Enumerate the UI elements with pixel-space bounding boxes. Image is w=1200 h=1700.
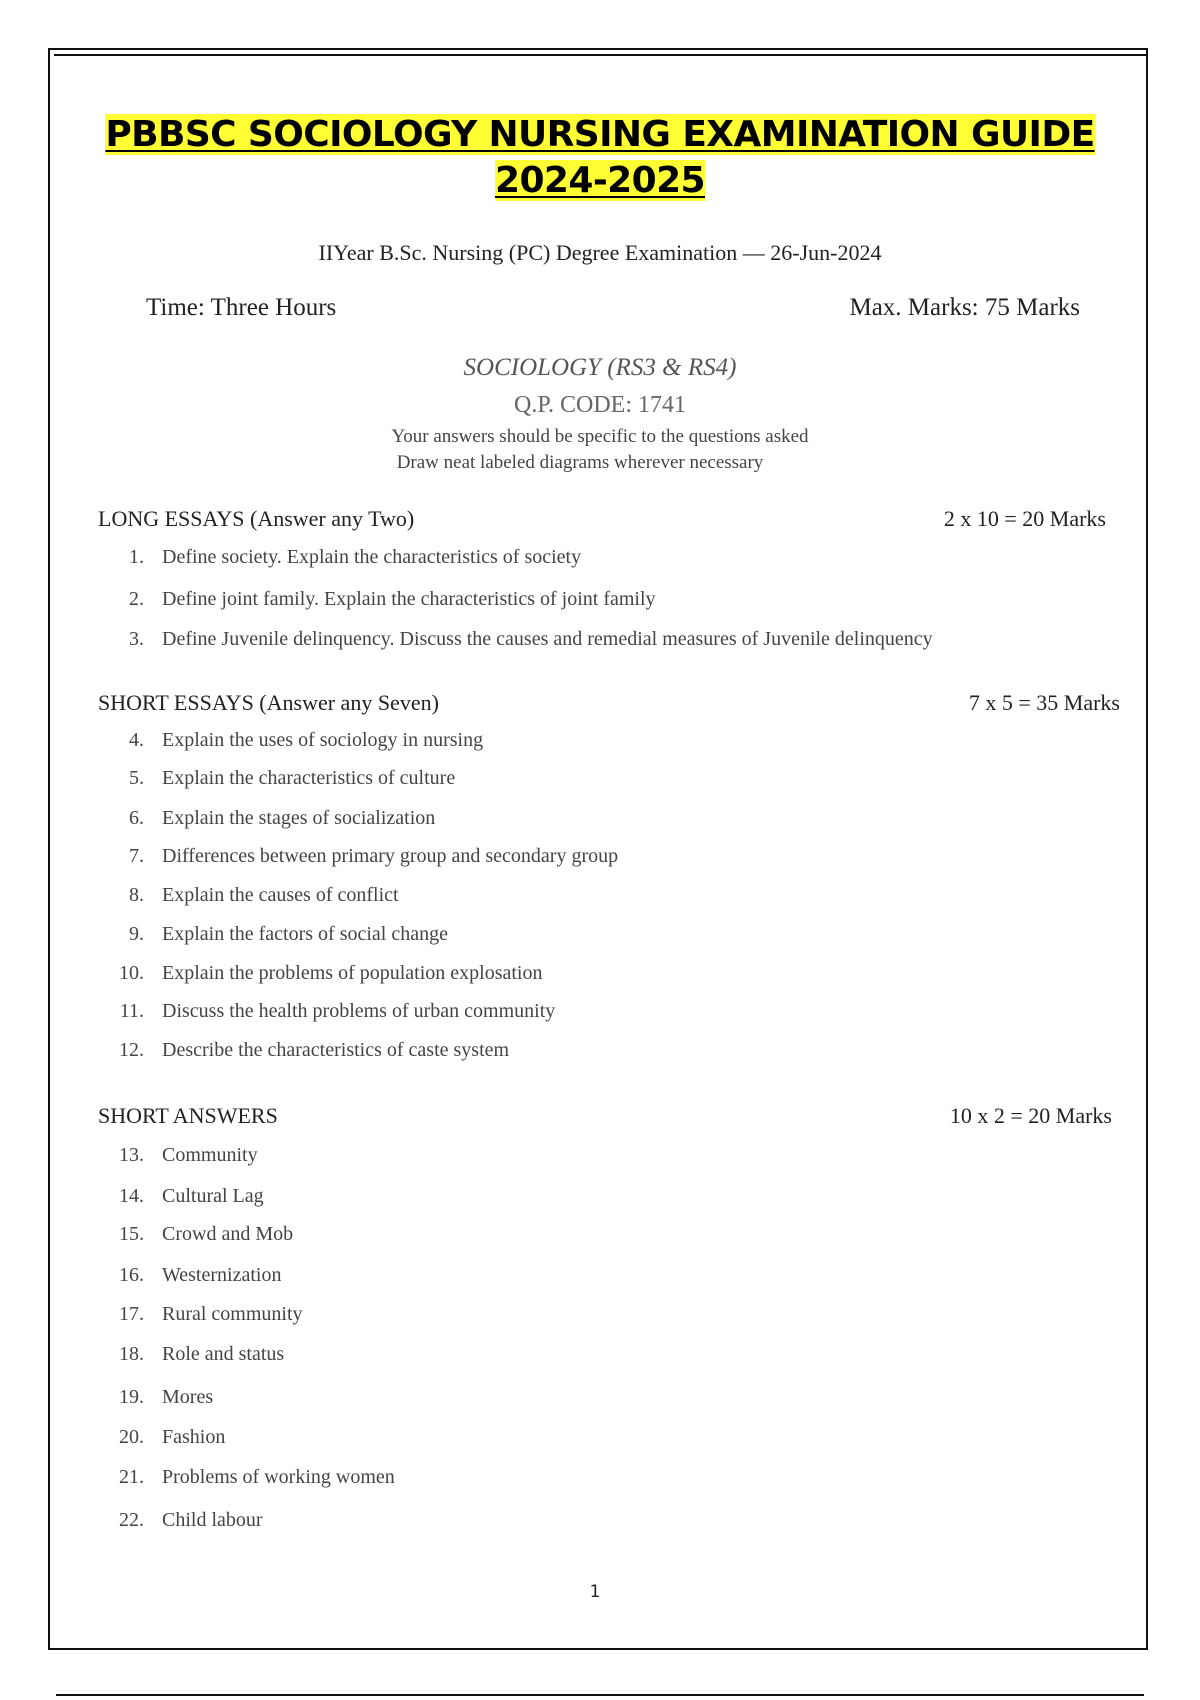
question-text: Rural community (162, 1303, 303, 1325)
question-item (98, 1509, 263, 1532)
exam-line: IIYear B.Sc. Nursing (PC) Degree Examination — 26-Jun-2024 (318, 240, 882, 265)
question-text: Explain the stages of socialization (162, 807, 436, 829)
subject-line: SOCIOLOGY (RS3 & RS4) (463, 354, 737, 381)
question-item (98, 588, 656, 611)
document-title (60, 112, 1140, 204)
question-text: Explain the uses of sociology in nursing (162, 729, 484, 751)
question-text: Crowd and Mob (162, 1223, 294, 1245)
instruction-line: Draw neat labeled diagrams wherever necessary (396, 452, 764, 473)
question-number: 21. (119, 1466, 144, 1488)
question-item (98, 1039, 509, 1062)
question-number: 20. (119, 1426, 144, 1448)
question-item (98, 546, 581, 569)
question-number: 5. (129, 767, 144, 789)
max-marks-line: Max. Marks: 75 Marks (849, 294, 1080, 321)
question-text: Define joint family. Explain the characteristics of joint family (162, 588, 656, 610)
question-number: 4. (129, 729, 144, 751)
question-item (98, 1386, 213, 1409)
question-item (98, 1000, 555, 1023)
section-marks-long-essays: 2 x 10 = 20 Marks (943, 506, 1106, 531)
question-number: 19. (119, 1386, 144, 1408)
question-text: Define Juvenile delinquency. Discuss the causes and remedial measures of Juvenile delinquency (162, 628, 933, 650)
question-item (98, 1264, 281, 1287)
question-text: Explain the characteristics of culture (162, 767, 456, 789)
section-header-short-answers: SHORT ANSWERS (98, 1103, 278, 1128)
title-line-1: PBBSC SOCIOLOGY NURSING EXAMINATION GUIDE (105, 114, 1095, 155)
question-item (98, 1343, 284, 1366)
question-text: Discuss the health problems of urban community (162, 1000, 556, 1022)
question-text: Explain the problems of population explosation (162, 962, 543, 984)
question-number: 8. (129, 884, 144, 906)
question-number: 6. (129, 807, 144, 829)
question-text: Differences between primary group and secondary group (162, 845, 619, 867)
bottom-rule (56, 1694, 1144, 1696)
section-marks-short-answers: 10 x 2 = 20 Marks (949, 1103, 1112, 1128)
question-number: 17. (119, 1303, 144, 1325)
question-text: Explain the factors of social change (162, 923, 448, 945)
question-item (98, 1303, 303, 1326)
question-number: 3. (129, 628, 144, 650)
question-number: 14. (119, 1185, 144, 1207)
question-item (98, 845, 618, 868)
question-item (98, 1426, 225, 1449)
question-item (98, 729, 483, 752)
page-number: 1 (589, 1582, 601, 1602)
question-item (98, 884, 399, 907)
question-number: 9. (129, 923, 144, 945)
qp-code-line: Q.P. CODE: 1741 (513, 392, 687, 418)
question-item (98, 923, 448, 946)
question-item (98, 962, 543, 985)
question-number: 10. (119, 962, 144, 984)
question-text: Role and status (162, 1343, 285, 1365)
question-text: Child labour (162, 1509, 263, 1531)
question-number: 13. (119, 1144, 144, 1166)
question-text: Explain the causes of conflict (162, 884, 399, 906)
section-header-long-essays: LONG ESSAYS (Answer any Two) (98, 506, 415, 531)
question-text: Community (162, 1144, 258, 1166)
time-line: Time: Three Hours (146, 294, 337, 321)
question-number: 18. (119, 1343, 144, 1365)
question-number: 22. (119, 1509, 144, 1531)
question-item (98, 807, 435, 830)
question-text: Problems of working women (162, 1466, 395, 1488)
question-number: 15. (119, 1223, 144, 1245)
question-text: Fashion (162, 1426, 226, 1448)
section-marks-short-essays: 7 x 5 = 35 Marks (968, 690, 1120, 715)
instruction-line: Your answers should be specific to the questions asked (391, 426, 809, 447)
question-number: 1. (129, 546, 144, 568)
frame-top-rule (54, 54, 1146, 56)
question-text: Cultural Lag (162, 1185, 264, 1207)
question-number: 7. (129, 845, 144, 867)
section-header-short-essays: SHORT ESSAYS (Answer any Seven) (98, 690, 439, 715)
question-text: Westernization (162, 1264, 282, 1286)
question-number: 12. (119, 1039, 144, 1061)
question-item (98, 1223, 293, 1246)
question-item (98, 1144, 258, 1167)
question-item (98, 767, 455, 790)
question-item (98, 1185, 264, 1208)
question-text: Describe the characteristics of caste system (162, 1039, 510, 1061)
question-number: 11. (119, 1000, 144, 1022)
question-item (98, 1466, 395, 1489)
question-number: 2. (129, 588, 144, 610)
question-item (98, 628, 933, 651)
question-text: Mores (162, 1386, 214, 1408)
question-text: Define society. Explain the characteristics of society (162, 546, 582, 568)
title-line-2: 2024-2025 (495, 160, 705, 201)
question-number: 16. (119, 1264, 144, 1286)
